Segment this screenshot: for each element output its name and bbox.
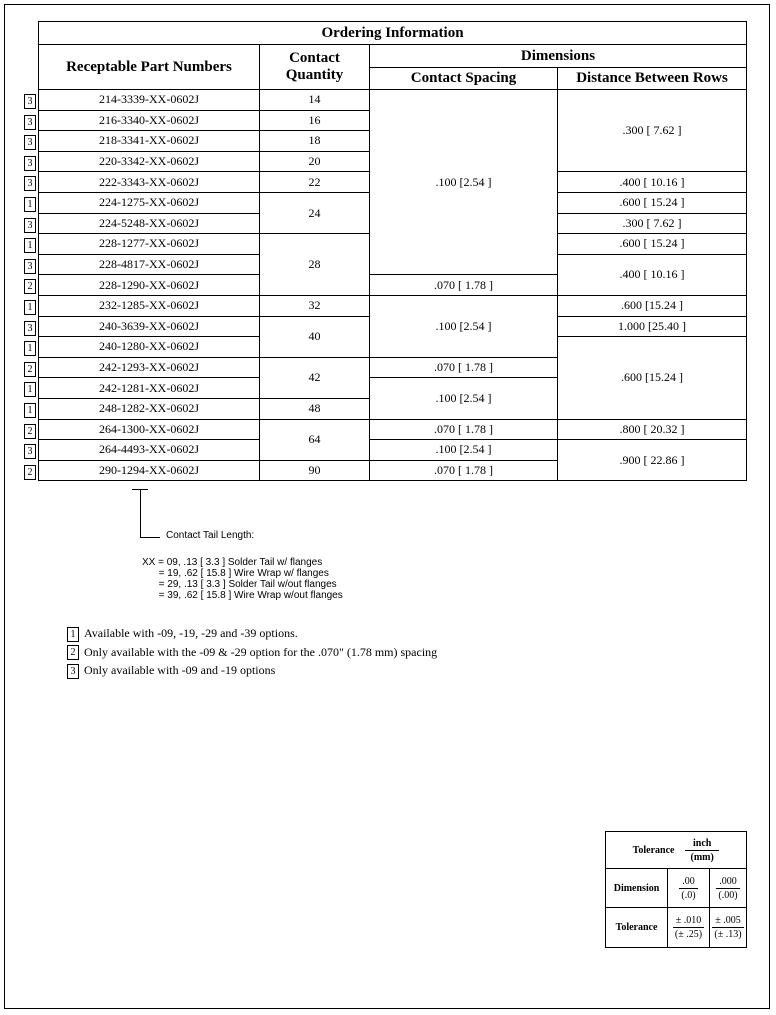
row-distance: .800 [ 20.32 ]: [558, 419, 747, 440]
note-marker: 3: [24, 156, 36, 171]
note-marker: 1: [24, 403, 36, 418]
note-marker: 3: [24, 135, 36, 150]
contact-quantity: 22: [260, 172, 370, 193]
dimension-mm: (.0): [681, 889, 696, 901]
unit-inch: inch: [685, 837, 719, 851]
contact-quantity: 24: [260, 192, 370, 233]
contact-spacing: .070 [ 1.78 ]: [370, 275, 558, 296]
dimension-inch: .000: [716, 875, 739, 889]
dimension-fraction: [679, 875, 697, 902]
contact-quantity: 20: [260, 151, 370, 172]
tolerance-fraction: [712, 914, 743, 941]
part-number: 224-5248-XX-0602J: [39, 213, 260, 234]
tail-option: = 39, .62 [ 15.8 ] Wire Wrap w/out flanges: [142, 590, 343, 601]
part-number: 228-1290-XX-0602J: [39, 275, 260, 296]
part-number: 228-1277-XX-0602J: [39, 234, 260, 255]
part-number: 232-1285-XX-0602J: [39, 295, 260, 316]
part-number: 240-3639-XX-0602J: [39, 316, 260, 337]
part-number: 290-1294-XX-0602J: [39, 460, 260, 481]
tail-option: = 19, .62 [ 15.8 ] Wire Wrap w/ flanges: [142, 568, 329, 579]
part-number: 224-1275-XX-0602J: [39, 192, 260, 213]
header-dimensions: Dimensions: [370, 45, 747, 68]
contact-quantity: 64: [260, 419, 370, 460]
note-marker: 1: [24, 238, 36, 253]
part-number: 222-3343-XX-0602J: [39, 172, 260, 193]
footnote-number: 3: [67, 664, 79, 679]
tolerance-header: [606, 832, 747, 869]
contact-quantity: 90: [260, 460, 370, 481]
footnote: [67, 663, 437, 682]
unit-fraction: [685, 837, 719, 864]
tolerance-col-2: [710, 908, 747, 948]
tolerance-fraction: [673, 914, 704, 941]
part-number: 218-3341-XX-0602J: [39, 131, 260, 152]
contact-quantity: 40: [260, 316, 370, 357]
note-marker: 1: [24, 382, 36, 397]
dimension-label: Dimension: [606, 869, 668, 908]
part-number: 220-3342-XX-0602J: [39, 151, 260, 172]
table-title: Ordering Information: [39, 22, 747, 45]
contact-spacing: .100 [2.54 ]: [370, 295, 558, 357]
dimension-col-1: [668, 869, 710, 908]
header-contact-quantity: Contact Quantity: [260, 45, 370, 90]
ordering-information-table: [38, 21, 747, 481]
part-number: 216-3340-XX-0602J: [39, 110, 260, 131]
tolerance-header-label: Tolerance: [632, 844, 675, 856]
contact-spacing: .100 [2.54 ]: [370, 440, 558, 461]
note-marker: 3: [24, 444, 36, 459]
contact-spacing: .100 [2.54 ]: [370, 90, 558, 275]
row-distance: .300 [ 7.62 ]: [558, 90, 747, 172]
note-marker: 1: [24, 300, 36, 315]
row-distance: .400 [ 10.16 ]: [558, 172, 747, 193]
part-number: 242-1281-XX-0602J: [39, 378, 260, 399]
footnote: [67, 645, 437, 664]
tolerance-mm: (± .25): [674, 929, 703, 940]
tolerance-row-label: Tolerance: [606, 908, 668, 948]
tail-leader-line: [140, 537, 160, 538]
contact-quantity: 18: [260, 131, 370, 152]
row-distance: .600 [ 15.24 ]: [558, 234, 747, 255]
tolerance-col-1: [668, 908, 710, 948]
footnote-text: Only available with the -09 & -29 option for the .070" (1.78 mm) spacing: [84, 644, 438, 659]
tail-leader-line: [140, 489, 141, 537]
row-distance: .300 [ 7.62 ]: [558, 213, 747, 234]
part-number: 264-1300-XX-0602J: [39, 419, 260, 440]
note-marker: 1: [24, 197, 36, 212]
row-distance: .900 [ 22.86 ]: [558, 440, 747, 481]
contact-quantity: 28: [260, 234, 370, 296]
table-row: [39, 440, 747, 461]
dimension-col-2: [710, 869, 747, 908]
part-number: 240-1280-XX-0602J: [39, 337, 260, 358]
row-distance: .600 [ 15.24 ]: [558, 192, 747, 213]
contact-quantity: 14: [260, 90, 370, 111]
tolerance-inch: ± .005: [712, 914, 743, 928]
row-distance: .400 [ 10.16 ]: [558, 254, 747, 295]
contact-spacing: .070 [ 1.78 ]: [370, 419, 558, 440]
note-marker: 2: [24, 279, 36, 294]
footnote-number: 1: [67, 627, 79, 642]
header-contact-spacing: Contact Spacing: [370, 68, 558, 90]
dimension-fraction: [716, 875, 739, 902]
note-marker: 2: [24, 424, 36, 439]
contact-quantity: 48: [260, 398, 370, 419]
row-distance: .600 [15.24 ]: [558, 337, 747, 419]
tolerance-mm: (± .13): [714, 929, 742, 940]
tolerance-table: [605, 831, 747, 948]
footnotes: [67, 626, 437, 682]
note-marker: 3: [24, 115, 36, 130]
footnote: [67, 626, 437, 645]
footnote-text: Only available with -09 and -19 options: [84, 663, 276, 677]
contact-tail-options: [142, 557, 343, 601]
table-row: [39, 419, 747, 440]
note-marker: 2: [24, 465, 36, 480]
contact-spacing: .070 [ 1.78 ]: [370, 357, 558, 378]
tolerance-inch: ± .010: [673, 914, 704, 928]
header-part-numbers: Receptable Part Numbers: [39, 45, 260, 90]
row-distance: .600 [15.24 ]: [558, 295, 747, 316]
table-row: [39, 90, 747, 111]
footnote-number: 2: [67, 645, 79, 660]
part-number: 228-4817-XX-0602J: [39, 254, 260, 275]
contact-quantity: 42: [260, 357, 370, 398]
note-marker: 3: [24, 218, 36, 233]
dimension-inch: .00: [679, 875, 697, 889]
contact-quantity: 32: [260, 295, 370, 316]
part-number: 242-1293-XX-0602J: [39, 357, 260, 378]
tail-option: XX = 09, .13 [ 3.3 ] Solder Tail w/ flanges: [142, 557, 323, 568]
contact-spacing: .100 [2.54 ]: [370, 378, 558, 419]
contact-quantity: 16: [260, 110, 370, 131]
note-marker: 1: [24, 341, 36, 356]
note-marker: 3: [24, 176, 36, 191]
unit-mm: (mm): [690, 851, 714, 863]
footnote-text: Available with -09, -19, -29 and -39 options.: [84, 626, 298, 640]
note-marker: 3: [24, 94, 36, 109]
note-marker: 3: [24, 259, 36, 274]
note-marker: 3: [24, 321, 36, 336]
dimension-mm: (.00): [718, 889, 738, 901]
part-number: 214-3339-XX-0602J: [39, 90, 260, 111]
header-distance-between-rows: Distance Between Rows: [558, 68, 747, 90]
note-marker: 2: [24, 362, 36, 377]
contact-tail-title: Contact Tail Length:: [166, 530, 255, 541]
tail-option: = 29, .13 [ 3.3 ] Solder Tail w/out flanges: [142, 579, 337, 590]
contact-spacing: .070 [ 1.78 ]: [370, 460, 558, 481]
row-distance: 1.000 [25.40 ]: [558, 316, 747, 337]
part-number: 264-4493-XX-0602J: [39, 440, 260, 461]
part-number: 248-1282-XX-0602J: [39, 398, 260, 419]
table-row: [39, 295, 747, 316]
